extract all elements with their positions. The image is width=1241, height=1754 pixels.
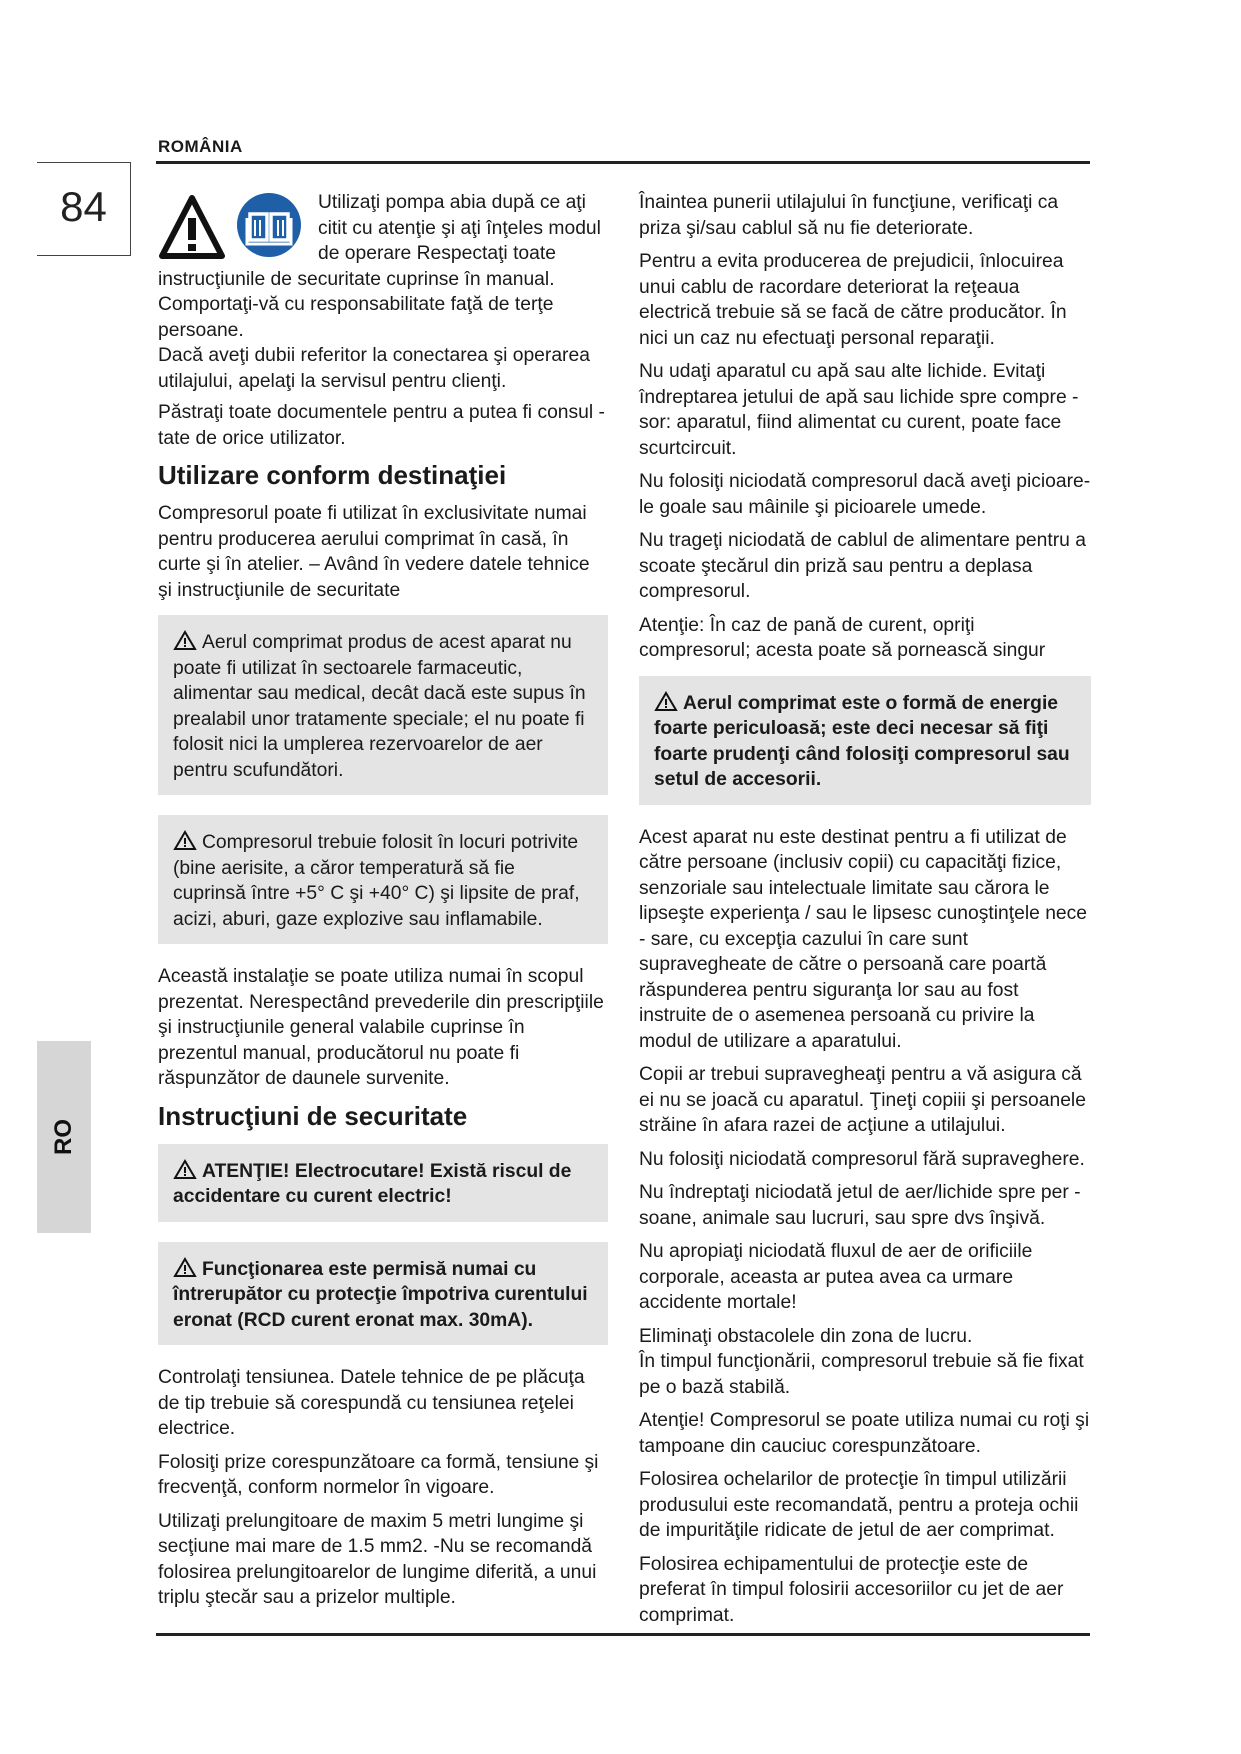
country-header: ROMÂNIA — [158, 137, 243, 156]
paragraph: Pentru a evita producerea de prejudicii, înlocuirea unui cablu de racordare deteriorat la reţeaua electrică trebuie să se facă de către producător. În nici un caz nu efectuaţi personal reparaţii. — [639, 251, 1067, 349]
warning-icon — [173, 830, 197, 851]
paragraph: Utilizaţi prelungitoare de maxim 5 metri lungime şi secţiune mai mare de 1.5 mm2. -Nu se recomandă folosirea prelungitoarelor de lungime diferită, a unui triplu ştecăr sau a prizelor multiple. — [158, 1510, 597, 1608]
paragraph: Nu apropiaţi niciodată fluxul de aer de orificiile corporale, aceasta ar putea avea ca urmare accidente mortale! — [639, 1241, 1033, 1313]
language-code: RO — [50, 1119, 77, 1155]
warning-box — [158, 1242, 608, 1346]
paragraph: Eliminaţi obstacolele din zona de lucru. — [639, 1325, 973, 1347]
warning-icon — [173, 1257, 197, 1278]
paragraph: Acest aparat nu este destinat pentru a fi utilizat de către persoane (inclusiv copii) cu capacităţi fizice, senzoriale sau intelectuale limitate sau cărora le lipseşte experienţa / sau le lipsesc cunoştinţele nece - sare, cu excepţia cazului în care sunt supravegheate de către o persoană care poartă răspunderea pentru siguranţa lor sau au fost instruite de o asemenea persoană cu privire la modul de utilizare a aparatului. — [639, 826, 1088, 1052]
warning-icon — [158, 194, 226, 260]
paragraph: Această instalaţie se poate utiliza numai în scopul prezentat. Nerespectând prevederile din prescripţiile şi instrucţiunile general valabile cuprinse în prezentul manual, producătorul nu poate fi răspunzător de daunele survenite. — [158, 966, 604, 1089]
warning-text: Aerul comprimat produs de acest aparat nu poate fi utilizat în sectoarele farmaceutic, alimentar sau medical, decât dacă este supus în prealabil unor tratamente speciale; el nu poate fi folosit nici la umplerea rezervoarelor de aer pentru scufundători. — [173, 632, 586, 781]
intro-paragraph: Dacă aveţi dubii referitor la conectarea şi operarea utilajului, apelaţi la servisul pentru clienţi. — [158, 345, 590, 392]
page-number: 84 — [60, 183, 107, 230]
header-rule — [156, 161, 1090, 164]
paragraph: Compresorul poate fi utilizat în exclusivitate numai pentru producerea aerului comprimat în casă, în curte şi în atelier. – Având în vedere datele tehnice şi instrucţiunile de securitate — [158, 503, 590, 601]
warning-box — [158, 1144, 608, 1222]
read-manual-icon — [236, 192, 302, 258]
intro-block — [158, 190, 608, 451]
left-column — [158, 190, 608, 1619]
warning-box — [158, 815, 608, 944]
paragraph: Folosirea ochelarilor de protecţie în timpul utilizării produsului este recomandată, pentru a proteja ochii de impurităţile ridicate de jetul de aer comprimat. — [639, 1469, 1079, 1541]
paragraph: Nu folosiţi niciodată compresorul fără supraveghere. — [639, 1148, 1085, 1170]
section-heading: Instrucţiuni de securitate — [158, 1100, 468, 1131]
warning-icon — [173, 1159, 197, 1180]
warning-text: Compresorul trebuie folosit în locuri potrivite (bine aerisite, a căror temperatură să fie cuprinsă între +5° C şi +40° C) şi lipsite de praf, acizi, aburi, gaze explozive sau inflamabile. — [173, 832, 580, 930]
paragraph: Folosiţi prize corespunzătoare ca formă, tensiune şi frecvenţă, conform normelor în vigoare. — [158, 1451, 599, 1498]
paragraph: Nu folosiţi niciodată compresorul dacă aveţi picioare- le goale sau mâinile şi picioarele umede. — [639, 471, 1091, 518]
right-column — [639, 190, 1091, 1636]
warning-text: Aerul comprimat este o formă de energie foarte periculoasă; este deci necesar să fiţi foarte prudenţi când folosiţi compresorul sau setul de accesorii. — [654, 692, 1070, 790]
paragraph: Nu udaţi aparatul cu apă sau alte lichide. Evitaţi îndreptarea jetului de apă sau lichide spre compre - sor: aparatul, fiind alimentat cu curent, poate face scurtcircuit. — [639, 361, 1079, 459]
paragraph: Controlaţi tensiunea. Datele tehnice de pe plăcuţa de tip trebuie să corespundă cu tensiunea reţelei electrice. — [158, 1367, 585, 1439]
paragraph: Nu îndreptaţi niciodată jetul de aer/lichide spre per - soane, animale sau lucruri, sau spre dvs înşivă. — [639, 1182, 1081, 1229]
paragraph: Copii ar trebui supravegheaţi pentru a vă asigura că ei nu se joacă cu aparatul. Ţineţi copiii şi persoanele străine în afara razei de acţiune a utilajului. — [639, 1064, 1086, 1136]
intro-icons — [158, 192, 318, 264]
paragraph: Atenţie: În caz de pană de curent, opriţi compresorul; acesta poate să pornească singur — [639, 614, 1046, 661]
warning-text: ATENŢIE! Electrocutare! Există riscul de accidentare cu curent electric! — [173, 1160, 572, 1207]
footer-rule — [156, 1633, 1090, 1636]
warning-icon — [654, 691, 678, 712]
warning-text: Funcţionarea este permisă numai cu întrerupător cu protecţie împotriva curentului eronat (RCD curent eronat max. 30mA). — [173, 1258, 588, 1331]
paragraph: Înaintea punerii utilajului în funcţiune, verificaţi ca priza şi/sau cablul să nu fie deteriorate. — [639, 192, 1059, 239]
warning-box — [639, 676, 1091, 805]
intro-paragraph: Utilizaţi pompa abia după ce aţi citit cu atenţie şi aţi înţeles modul de operare Respectaţi toate instrucţiunile de securitate cuprinse în manual. Comportaţi-vă cu responsabilitate faţă de terţe persoane. — [158, 192, 601, 341]
section-heading: Utilizare conform destinaţiei — [158, 460, 507, 490]
page-number-box — [37, 162, 131, 256]
paragraph: Nu trageţi niciodată de cablul de alimentare pentru a scoate ştecărul din priză sau pentru a deplasa compresorul. — [639, 530, 1086, 602]
paragraph: În timpul funcţionării, compresorul trebuie să fie fixat pe o bază stabilă. — [639, 1351, 1084, 1398]
paragraph: Atenţie! Compresorul se poate utiliza numai cu roţi şi tampoane din cauciuc corespunzătoare. — [639, 1410, 1090, 1457]
language-side-tab — [37, 1041, 91, 1233]
intro-paragraph: Păstraţi toate documentele pentru a putea fi consul - tate de orice utilizator. — [158, 402, 605, 449]
paragraph: Folosirea echipamentului de protecţie este de preferat în timpul folosirii accesoriilor cu jet de aer comprimat. — [639, 1553, 1064, 1626]
warning-box — [158, 615, 608, 795]
warning-icon — [173, 630, 197, 651]
